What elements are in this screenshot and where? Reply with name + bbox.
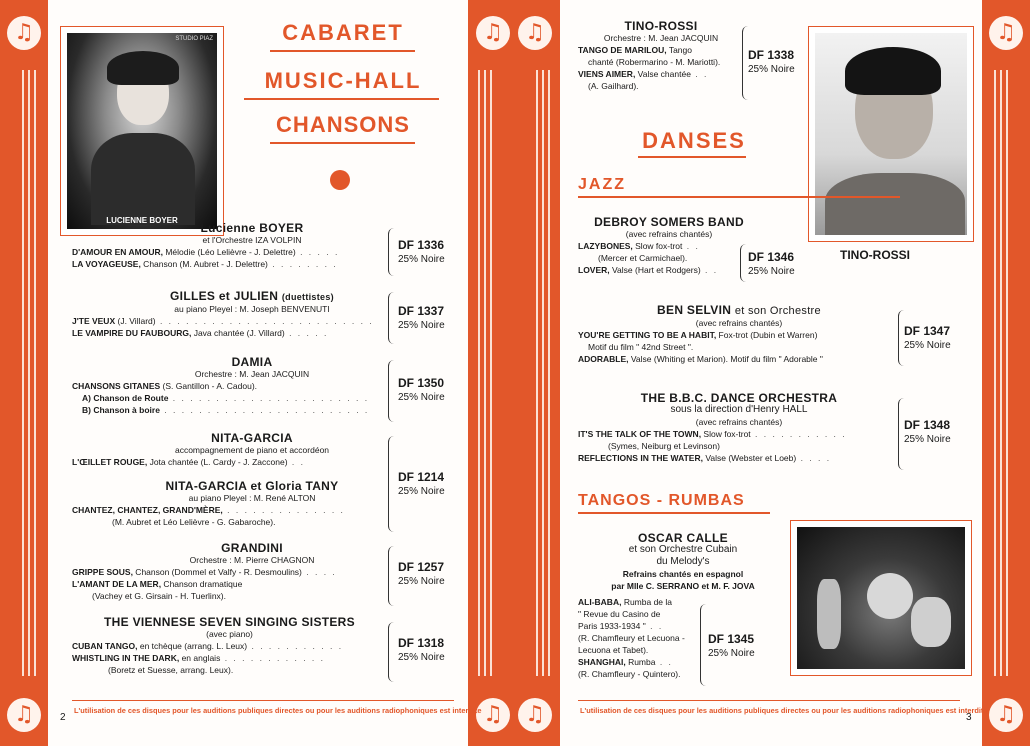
track-row: Paris 1933-1934 " . . (578, 621, 664, 631)
entry-damia (72, 356, 387, 416)
artist-sub: Orchestre : M. Pierre CHAGNON (189, 555, 315, 565)
page-number: 2 (60, 712, 66, 723)
price-label: 25% Noire (748, 64, 795, 75)
track-row: Motif du film " 42nd Street ". (588, 342, 694, 352)
title-chansons: CHANSONS (276, 112, 410, 137)
left-page (48, 0, 482, 746)
photo-studio-mark: STUDIO PIAZ (175, 36, 213, 42)
artist-name: DEBROY SOMERS BAND (594, 215, 744, 229)
track-row: IT'S THE TALK OF THE TOWN, Slow fox-trot . . . . . . . . . . . (578, 429, 847, 439)
track-row: LOVER, Valse (Hart et Rodgers) . . (578, 265, 719, 275)
track-row: LAZYBONES, Slow fox-trot . . (578, 241, 700, 251)
music-note-icon: ♫ (7, 698, 41, 732)
entry-nita-garcia (72, 432, 387, 468)
track-row: D'AMOUR EN AMOUR, Mélodie (Léo Lelièvre - J. Delettre) . . . . . (72, 247, 340, 257)
track-row: VIENS AIMER, Valse chantée . . (578, 69, 709, 79)
entry-bbc-dance-orchestra (578, 392, 900, 464)
track-row: LA VOYAGEUSE, Chanson (M. Aubret - J. Delettre) . . . . . . . . (72, 259, 338, 269)
track-row: Lecuona et Tabet). (578, 645, 649, 655)
right-border-strip (982, 0, 1030, 746)
catalog-number: DF 1318 (398, 636, 445, 650)
track-row: L'ŒILLET ROUGE, Jota chantée (L. Cardy - J. Zaccone) . . (72, 457, 305, 467)
entry-nita-garcia-gloria-tany (72, 480, 387, 528)
music-note-icon: ♫ (476, 16, 510, 50)
title-tangos-rumbas: TANGOS - RUMBAS (578, 492, 745, 509)
track-row: ALI-BABA, Rumba de la (578, 597, 673, 607)
artist-suffix: (duettistes) (281, 292, 334, 302)
track-row: L'AMANT DE LA MER, Chanson dramatique (72, 579, 243, 589)
artist-name: Lucienne BOYER (200, 221, 304, 235)
track-row: REFLECTIONS IN THE WATER, Valse (Webster et Loeb) . . . . (578, 453, 832, 463)
music-note-icon: ♫ (476, 698, 510, 732)
track-row: CHANTEZ, CHANTEZ, GRAND'MÈRE, . . . . . . . . . . . . . . (72, 505, 345, 515)
title-jazz: JAZZ (578, 176, 626, 193)
entry-ben-selvin (578, 304, 900, 365)
artist-sub: (avec piano) (206, 629, 253, 639)
title-danses: DANSES (642, 128, 746, 153)
music-note-icon: ♫ (518, 16, 552, 50)
artist-sub: (avec refrains chantés) (695, 318, 783, 328)
music-note-icon: ♫ (518, 698, 552, 732)
entry-lucienne-boyer (72, 222, 387, 270)
title-music-hall: MUSIC-HALL (264, 68, 422, 93)
track-row: SHANGHAI, Rumba . . (578, 657, 673, 667)
catalog-number: DF 1338 (748, 48, 795, 62)
artist-sub: accompagnement de piano et accordéon (174, 445, 330, 455)
price-label: 25% Noire (398, 486, 445, 497)
entry-debroy-somers (578, 216, 760, 276)
page-number: 3 (966, 712, 972, 723)
track-row: (A. Gailhard). (588, 81, 639, 91)
price-label: 25% Noire (398, 652, 445, 663)
track-row: (Mercer et Carmichael). (598, 253, 688, 263)
artist-name: THE VIENNESE SEVEN SINGING SISTERS (104, 615, 355, 629)
photo-caption: LUCIENNE BOYER (106, 216, 178, 225)
track-row: YOU'RE GETTING TO BE A HABIT, Fox-trot (Dubin et Warren) (578, 330, 818, 340)
track-row: B) Chanson à boire . . . . . . . . . . . . . . . . . . . . . . . . (82, 405, 370, 415)
track-row: (Vachey et G. Girsain - H. Tuerlinx). (92, 591, 226, 601)
price-label: 25% Noire (904, 340, 951, 351)
orange-dot (330, 170, 350, 190)
left-border-strip (0, 0, 48, 746)
artist-sub: (avec refrains chantés) (625, 229, 713, 239)
track-row: chanté (Robermarino - M. Mariotti). (588, 57, 721, 67)
artist-sub: (avec refrains chantés) (695, 417, 783, 427)
music-note-icon: ♫ (989, 16, 1023, 50)
artist-name: NITA-GARCIA et Gloria TANY (165, 479, 339, 493)
track-row: (Symes, Neiburg et Levinson) (608, 441, 720, 451)
artist-sub: Orchestre : M. Jean JACQUIN (194, 369, 310, 379)
artist-name: DAMIA (231, 355, 273, 369)
music-note-icon: ♫ (989, 698, 1023, 732)
track-row: GRIPPE SOUS, Chanson (Dommel et Valfy - R. Desmoulins) . . . . (72, 567, 337, 577)
track-row: " Revue du Casino de (578, 609, 661, 619)
catalog-number: DF 1337 (398, 304, 445, 318)
right-page (560, 0, 988, 746)
artist-sub-direction: sous la direction d'Henry HALL (670, 404, 808, 415)
price-label: 25% Noire (708, 648, 755, 659)
artist-sub: au piano Pleyel : M. Joseph BENVENUTI (174, 304, 330, 314)
artist-name: BEN SELVIN (657, 303, 732, 317)
track-row: (M. Aubret et Léo Lelièvre - G. Gabaroche). (112, 517, 276, 527)
artist-name: GILLES et JULIEN (170, 289, 279, 303)
price-label: 25% Noire (398, 392, 445, 403)
track-row: J'TE VEUX (J. Villard) . . . . . . . . . . . . . . . . . . . . . . . . . (72, 316, 374, 326)
center-border-strip-right (514, 0, 560, 746)
catalog-number: DF 1345 (708, 632, 755, 646)
track-row: LE VAMPIRE DU FAUBOURG, Java chantée (J. Villard) . . . . . (72, 328, 329, 338)
price-label: 25% Noire (748, 266, 795, 277)
catalog-number: DF 1336 (398, 238, 445, 252)
photo-caption: TINO-ROSSI (840, 248, 911, 262)
price-label: 25% Noire (398, 320, 445, 331)
catalog-number: DF 1346 (748, 250, 795, 264)
catalog-number: DF 1214 (398, 470, 445, 484)
price-label: 25% Noire (398, 576, 445, 587)
artist-sub-4: par Mlle C. SERRANO et M. F. JOVA (611, 581, 755, 591)
artist-suffix: et son Orchestre (734, 305, 821, 317)
catalog-number: DF 1257 (398, 560, 445, 574)
entry-grandini (72, 542, 387, 602)
artist-name: GRANDINI (221, 541, 283, 555)
price-label: 25% Noire (398, 254, 445, 265)
center-border-strip-left (468, 0, 514, 746)
artist-sub: Orchestre : M. Jean JACQUIN (603, 33, 719, 43)
track-row: ADORABLE, Valse (Whiting et Marion). Motif du film " Adorable " (578, 354, 823, 364)
track-row: (R. Chamfleury - Quintero). (578, 669, 681, 679)
track-row: TANGO DE MARILOU, Tango (578, 45, 692, 55)
artist-sub-1: et son Orchestre Cubain (628, 544, 738, 555)
lucienne-boyer-photo (60, 26, 224, 236)
oscar-calle-orchestra-photo (790, 520, 972, 676)
entry-tino-rossi (578, 20, 744, 92)
artist-sub-2: du Melody's (656, 556, 710, 567)
title-cabaret: CABARET (282, 20, 404, 45)
entry-oscar-calle (578, 532, 788, 680)
track-row: (R. Chamfleury et Lecuona - (578, 633, 685, 643)
track-row: (Boretz et Suesse, arrang. Leux). (108, 665, 234, 675)
tino-rossi-photo (808, 26, 974, 242)
entry-gilles-julien (72, 290, 387, 339)
track-row: WHISTLING IN THE DARK, en anglais . . . . . . . . . . . . (72, 653, 326, 663)
catalog-number: DF 1350 (398, 376, 445, 390)
track-row: CUBAN TANGO, en tchèque (arrang. L. Leux) . . . . . . . . . . . (72, 641, 344, 651)
artist-name: TINO-ROSSI (624, 19, 698, 33)
artist-sub: au piano Pleyel : M. René ALTON (188, 493, 316, 503)
artist-name: OSCAR CALLE (638, 531, 728, 545)
catalog-number: DF 1348 (904, 418, 951, 432)
footer-notice: L'utilisation de ces disques pour les auditions publiques directes ou pour les auditions radiophoniques est interdite (580, 706, 988, 715)
artist-sub-3: Refrains chantés en espagnol (622, 569, 744, 579)
track-row: CHANSONS GITANES (S. Gantillon - A. Cadou). (72, 381, 258, 391)
catalog-number: DF 1347 (904, 324, 951, 338)
price-label: 25% Noire (904, 434, 951, 445)
artist-sub: et l'Orchestre IZA VOLPIN (202, 235, 302, 245)
music-note-icon: ♫ (7, 16, 41, 50)
footer-notice: L'utilisation de ces disques pour les auditions publiques directes ou pour les auditions radiophoniques est interdite (74, 706, 482, 715)
track-row: A) Chanson de Route . . . . . . . . . . . . . . . . . . . . . . . (82, 393, 370, 403)
artist-name: THE B.B.C. DANCE ORCHESTRA (640, 391, 838, 405)
artist-name: NITA-GARCIA (211, 431, 293, 445)
entry-viennese-sisters (72, 616, 387, 676)
